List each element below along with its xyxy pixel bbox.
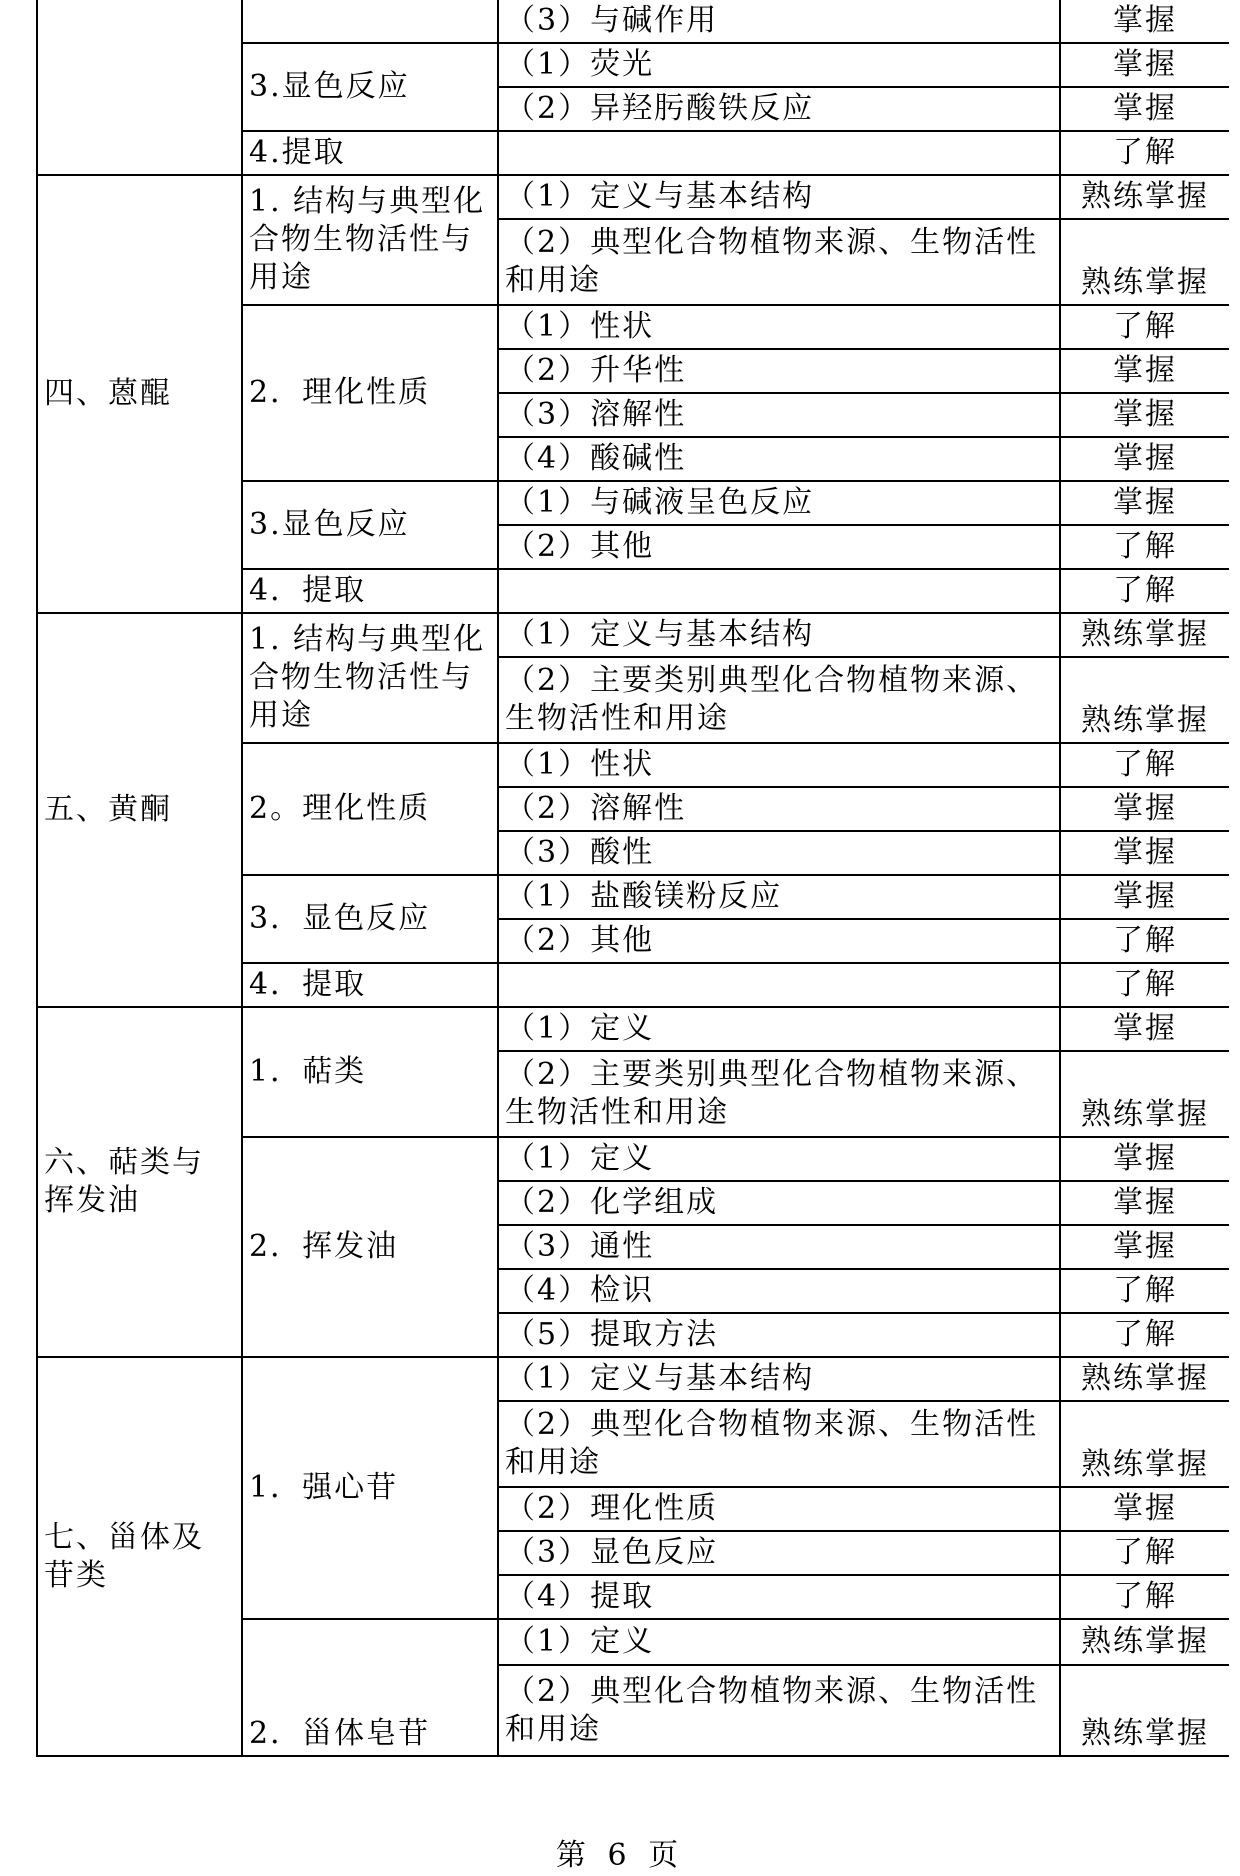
level-cell: 熟练掌握 xyxy=(1060,1619,1229,1665)
subpoint-cell: （5）提取方法 xyxy=(498,1313,1060,1357)
level-cell: 掌握 xyxy=(1060,393,1229,437)
point-cell: 1．萜类 xyxy=(242,1007,498,1137)
level-cell: 了解 xyxy=(1060,919,1229,963)
table-row xyxy=(37,1357,1229,1401)
level-cell: 了解 xyxy=(1060,1269,1229,1313)
subpoint-cell: （3）溶解性 xyxy=(498,393,1060,437)
level-cell: 掌握 xyxy=(1060,1487,1229,1531)
page-number: 第 6 页 xyxy=(555,1838,685,1873)
table-row xyxy=(37,0,1229,43)
subpoint-cell: （1）定义 xyxy=(498,1619,1060,1665)
point-cell: 3．显色反应 xyxy=(242,875,498,963)
level-cell: 熟练掌握 xyxy=(1060,175,1229,219)
level-cell: 掌握 xyxy=(1060,349,1229,393)
level-cell: 熟练掌握 xyxy=(1060,219,1229,305)
subpoint-cell: （1）性状 xyxy=(498,305,1060,349)
level-cell: 了解 xyxy=(1060,1575,1229,1619)
table-row xyxy=(37,1007,1229,1051)
subpoint-cell: （2）其他 xyxy=(498,525,1060,569)
point-cell: 2．理化性质 xyxy=(242,305,498,481)
subpoint-cell: （1）与碱液呈色反应 xyxy=(498,481,1060,525)
subpoint-cell: （2）理化性质 xyxy=(498,1487,1060,1531)
level-cell: 了解 xyxy=(1060,131,1229,175)
level-cell: 掌握 xyxy=(1060,1225,1229,1269)
subpoint-cell: （1）定义与基本结构 xyxy=(498,613,1060,657)
subpoint-cell: （2）典型化合物植物来源、生物活性和用途 xyxy=(498,219,1060,305)
level-cell: 掌握 xyxy=(1060,0,1229,43)
subpoint-cell xyxy=(498,569,1060,613)
unit-cell: 五、黄酮 xyxy=(37,613,242,1007)
subpoint-cell: （2）其他 xyxy=(498,919,1060,963)
unit-cell: 四、蒽醌 xyxy=(37,175,242,613)
point-cell: 1. 结构与典型化合物生物活性与用途 xyxy=(242,175,498,305)
level-cell: 掌握 xyxy=(1060,1137,1229,1181)
point-cell: 3.显色反应 xyxy=(242,481,498,569)
subpoint-cell: （3）显色反应 xyxy=(498,1531,1060,1575)
level-cell: 熟练掌握 xyxy=(1060,1357,1229,1401)
level-cell: 了解 xyxy=(1060,305,1229,349)
syllabus-table-viewport xyxy=(36,0,1229,1765)
subpoint-cell: （3）通性 xyxy=(498,1225,1060,1269)
subpoint-cell: （1）荧光 xyxy=(498,43,1060,87)
level-cell: 掌握 xyxy=(1060,875,1229,919)
level-cell: 熟练掌握 xyxy=(1060,1051,1229,1137)
level-cell: 掌握 xyxy=(1060,437,1229,481)
point-cell: 2。理化性质 xyxy=(242,743,498,875)
level-cell: 了解 xyxy=(1060,525,1229,569)
unit-cell: 六、萜类与挥发油 xyxy=(37,1007,242,1357)
point-cell: 4．提取 xyxy=(242,569,498,613)
subpoint-cell: （1）定义 xyxy=(498,1137,1060,1181)
subpoint-cell: （2）典型化合物植物来源、生物活性和用途 xyxy=(498,1665,1060,1756)
point-cell: 1. 结构与典型化合物生物活性与用途 xyxy=(242,613,498,743)
point-cell: 2．甾体皂苷 xyxy=(242,1619,498,1756)
level-cell: 掌握 xyxy=(1060,1181,1229,1225)
subpoint-cell: （2）异羟肟酸铁反应 xyxy=(498,87,1060,131)
subpoint-cell xyxy=(498,963,1060,1007)
table-row xyxy=(37,175,1229,219)
subpoint-cell: （3）与碱作用 xyxy=(498,0,1060,43)
level-cell: 了解 xyxy=(1060,1531,1229,1575)
subpoint-cell: （2）典型化合物植物来源、生物活性和用途 xyxy=(498,1401,1060,1487)
level-cell: 熟练掌握 xyxy=(1060,1401,1229,1487)
level-cell: 掌握 xyxy=(1060,43,1229,87)
subpoint-cell: （2）化学组成 xyxy=(498,1181,1060,1225)
table-row xyxy=(37,613,1229,657)
level-cell: 掌握 xyxy=(1060,831,1229,875)
level-cell: 了解 xyxy=(1060,963,1229,1007)
level-cell: 熟练掌握 xyxy=(1060,1665,1229,1756)
level-cell: 掌握 xyxy=(1060,1007,1229,1051)
level-cell: 熟练掌握 xyxy=(1060,657,1229,743)
subpoint-cell: （4）检识 xyxy=(498,1269,1060,1313)
subpoint-cell: （2）主要类别典型化合物植物来源、生物活性和用途 xyxy=(498,1051,1060,1137)
subpoint-cell xyxy=(498,131,1060,175)
level-cell: 掌握 xyxy=(1060,787,1229,831)
point-cell: 4．提取 xyxy=(242,963,498,1007)
syllabus-table xyxy=(36,0,1229,1757)
point-cell: 2．挥发油 xyxy=(242,1137,498,1357)
subpoint-cell: （2）溶解性 xyxy=(498,787,1060,831)
subpoint-cell: （1）定义 xyxy=(498,1007,1060,1051)
subpoint-cell: （2）主要类别典型化合物植物来源、生物活性和用途 xyxy=(498,657,1060,743)
point-cell: 3.显色反应 xyxy=(242,43,498,131)
level-cell: 了解 xyxy=(1060,569,1229,613)
subpoint-cell: （1）定义与基本结构 xyxy=(498,1357,1060,1401)
subpoint-cell: （1）定义与基本结构 xyxy=(498,175,1060,219)
subpoint-cell: （4）提取 xyxy=(498,1575,1060,1619)
subpoint-cell: （1）盐酸镁粉反应 xyxy=(498,875,1060,919)
unit-cell: 七、甾体及苷类 xyxy=(37,1357,242,1756)
point-cell: 1．强心苷 xyxy=(242,1357,498,1619)
level-cell: 掌握 xyxy=(1060,87,1229,131)
level-cell: 熟练掌握 xyxy=(1060,613,1229,657)
point-cell-continued xyxy=(242,0,498,43)
level-cell: 了解 xyxy=(1060,1313,1229,1357)
subpoint-cell: （2）升华性 xyxy=(498,349,1060,393)
subpoint-cell: （4）酸碱性 xyxy=(498,437,1060,481)
level-cell: 掌握 xyxy=(1060,481,1229,525)
level-cell: 了解 xyxy=(1060,743,1229,787)
point-cell: 4.提取 xyxy=(242,131,498,175)
subpoint-cell: （1）性状 xyxy=(498,743,1060,787)
unit-cell-continued xyxy=(37,0,242,175)
subpoint-cell: （3）酸性 xyxy=(498,831,1060,875)
